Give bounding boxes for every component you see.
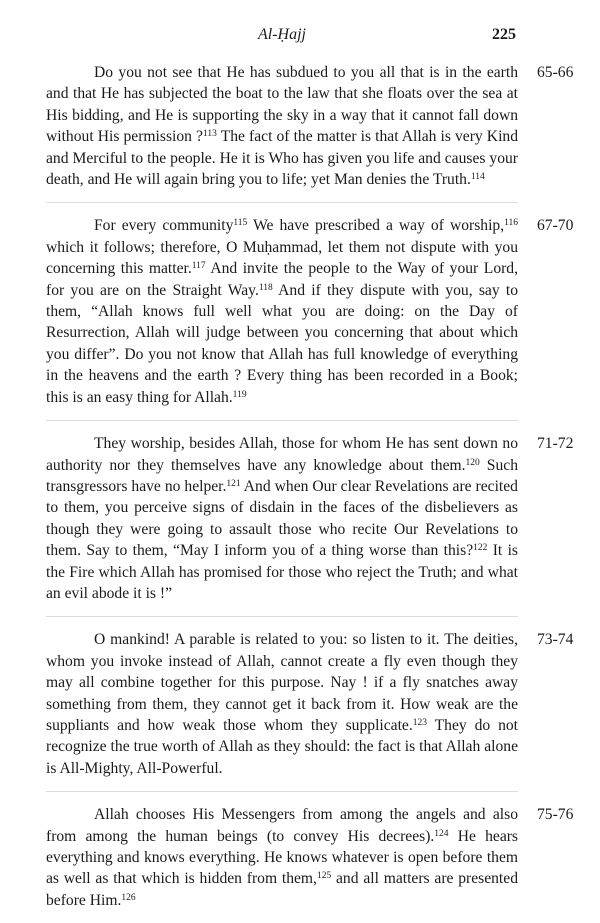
footnote-marker: 118 (258, 282, 273, 293)
page-body (46, 62, 574, 923)
verse-range: 65-66 (537, 64, 574, 81)
paragraph-text: O mankind! A parable is related to you: so listen to it. The deities, whom you invoke instead of Allah, cannot create a fly even though they may all combine together for this purpose. Nay ! if a fly snatches away something from them, they cannot get it back from it. How weak are the suppliants and how weak those whom they supplicate. (46, 631, 518, 734)
footnote-marker: 122 (473, 543, 488, 554)
paragraph-text: and all matters are presented before Him. (46, 870, 518, 909)
verse-paragraph (46, 629, 574, 779)
verse-paragraph (46, 62, 574, 190)
paragraph-text: Allah chooses His Messengers from among the angels and also from among the human beings (to convey His decrees). (46, 806, 518, 845)
verse-paragraph (46, 433, 574, 604)
footnote-marker: 121 (226, 478, 241, 489)
footnote-marker: 123 (412, 717, 427, 728)
footnote-marker: 116 (504, 218, 519, 229)
verse-paragraph (46, 804, 574, 911)
footnote-marker: 124 (434, 828, 449, 839)
footnote-marker: 126 (121, 892, 136, 903)
paragraph-text: And when Our clear Revelations are recited to them, you perceive signs of disdain in the faces of the disbelievers as though they were going to assault those who recite Our Revelations to them. Say to them, “May I inform you of a thing worse than this? (46, 477, 518, 560)
verse-range: 73-74 (537, 631, 574, 649)
footnote-marker: 115 (233, 218, 248, 229)
footnote-marker: 119 (232, 389, 247, 400)
paragraph-divider (46, 791, 518, 792)
footnote-marker: 125 (316, 871, 332, 882)
paragraph-text: For every community (94, 217, 234, 235)
verse-range: 67-70 (537, 217, 574, 235)
paragraph-divider (46, 420, 518, 421)
verse-range: 75-76 (537, 806, 574, 824)
paragraph-text: Do you not see that He has subdued to you all that is in the earth and that He has subjected the boat to the law that she floats over the sea at His bidding, and He is supporting the sky in a way that it cannot fall down without His permission ? (46, 64, 518, 146)
verse-paragraph (46, 215, 574, 408)
paragraph-text: We have prescribed a way of worship, (247, 217, 505, 235)
footnote-marker: 114 (470, 172, 485, 183)
paragraph-text: Such transgressors have no helper. (46, 456, 518, 495)
page-number: 225 (492, 26, 516, 43)
paragraph-text: which it follows; therefore, O Muḥammad, let them not dispute with you concerning this matter. (46, 238, 518, 278)
paragraph-divider (46, 616, 518, 617)
paragraph-text: He hears everything and knows everything. He knows whatever is open before them as well as that which is hidden from them, (46, 827, 518, 888)
paragraph-text: They worship, besides Allah, those for whom He has sent down no authority nor they themselves have any knowledge about them. (46, 435, 518, 474)
paragraph-text: They do not recognize the true worth of Allah as they should: the fact is that Allah alone is All-Mighty, All-Powerful. (46, 716, 519, 777)
paragraph-divider (46, 202, 518, 203)
footnote-marker: 113 (202, 129, 217, 140)
verse-range: 71-72 (537, 435, 574, 453)
running-title: Al-Ḥajj (258, 26, 306, 43)
footnote-marker: 120 (465, 457, 480, 468)
page-header (0, 26, 600, 50)
paragraph-text: And if they dispute with you, say to them, “Allah knows full well what you are doing: on the Day of Resurrection, Allah will judge between you concerning that about which you differ”. Do you not know that Allah has full knowledge of everything in the heavens and the earth ? Every thing has been recorded in a Book; this is an easy thing for Allah. (46, 281, 519, 406)
footnote-marker: 117 (191, 261, 206, 272)
paragraph-text: The fact of the matter is that Allah is very Kind and Merciful to the people. He it is Who has given you life and causes your death, and He will again bring you to life; yet Man denies the Truth. (46, 128, 518, 189)
paragraph-text: And invite the people to the Way of your Lord, for you are on the Straight Way. (46, 260, 518, 299)
paragraph-text: It is the Fire which Allah has promised for those who reject the Truth; and what an evil abode it is !” (46, 542, 518, 602)
